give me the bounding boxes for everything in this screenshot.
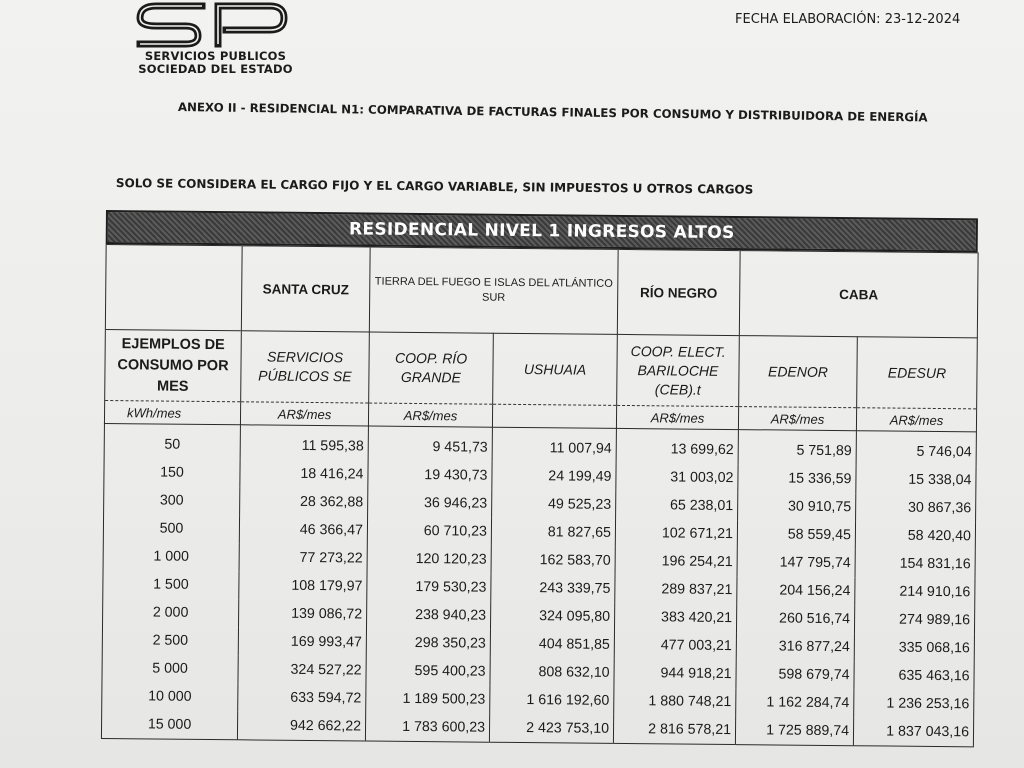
edenor-value: 15 336,59	[738, 464, 856, 493]
edenor-value: 58 559,45	[737, 520, 855, 549]
coop-rio-grande-value: 60 710,23	[367, 517, 491, 546]
charges-note: SOLO SE CONSIDERA EL CARGO FIJO Y EL CARGO VARIABLE, SIN IMPUESTOS U OTROS CARGOS	[115, 176, 754, 197]
ceb-value: 289 837,21	[615, 575, 737, 604]
coop-rio-grande-value: 9 451,73	[368, 426, 492, 462]
empty-header-cell	[105, 245, 242, 331]
ushuaia-value: 24 199,49	[492, 462, 616, 491]
coop-rio-grande-value: 1 189 500,23	[366, 685, 490, 714]
region-tierra-del-fuego: TIERRA DEL FUEGO E ISLAS DEL ATLÁNTICO SUR	[369, 247, 618, 334]
edenor-value: 1 162 284,74	[736, 688, 854, 717]
ceb-value: 102 671,21	[615, 519, 737, 548]
edesur-value: 5 746,04	[856, 431, 976, 467]
consumption-kwh: 50	[104, 423, 240, 459]
unit-servicios-publicos: AR$/mes	[240, 402, 368, 426]
edesur-value: 15 338,04	[856, 465, 976, 494]
ceb-value: 1 880 748,21	[614, 687, 736, 716]
elaboration-date: FECHA ELABORACIÓN: 23-12-2024	[735, 12, 961, 27]
ushuaia-value: 808 632,10	[490, 658, 614, 687]
servicios-publicos-value: 139 086,72	[239, 599, 367, 628]
servicios-publicos-value: 169 993,47	[238, 627, 366, 656]
edesur-value: 635 463,16	[854, 661, 974, 690]
edesur-value: 1 236 253,16	[854, 689, 974, 718]
consumption-kwh: 2 000	[103, 598, 239, 627]
ceb-value: 944 918,21	[614, 659, 736, 688]
table-banner: RESIDENCIAL NIVEL 1 INGRESOS ALTOS	[106, 210, 978, 252]
consumption-kwh: 15 000	[101, 710, 237, 740]
consumption-header: EJEMPLOS DE CONSUMO POR MES	[105, 329, 242, 401]
servicios-publicos-value: 108 179,97	[239, 571, 367, 600]
edenor-value: 1 725 889,74	[735, 716, 853, 746]
servicios-publicos-value: 18 416,24	[240, 459, 368, 488]
coop-rio-grande-value: 120 120,23	[367, 545, 491, 574]
edenor-value: 598 679,74	[736, 660, 854, 689]
consumption-kwh: 300	[104, 486, 240, 515]
logo-line-2: SOCIEDAD DEL ESTADO	[138, 62, 293, 76]
edesur-value: 154 831,16	[855, 549, 975, 578]
consumption-kwh: 150	[104, 458, 240, 487]
unit-edesur: AR$/mes	[856, 408, 976, 432]
edesur-value: 58 420,40	[855, 521, 975, 550]
servicios-publicos-value: 46 366,47	[239, 515, 367, 544]
coop-rio-grande-value: 179 530,23	[367, 573, 491, 602]
unit-ceb: AR$/mes	[616, 405, 738, 429]
consumption-kwh: 1 500	[103, 570, 239, 599]
annex-title: ANEXO II - RESIDENCIAL N1: COMPARATIVA DE FACTURAS FINALES POR CONSUMO Y DISTRIBUIDORA DE ENERGÍA	[177, 100, 928, 125]
sp-logo	[128, 0, 298, 80]
ushuaia-value: 404 851,85	[490, 630, 614, 659]
coop-rio-grande-value: 36 946,23	[368, 489, 492, 518]
servicios-publicos-value: 11 595,38	[240, 425, 368, 461]
edenor-value: 260 516,74	[736, 604, 854, 633]
edesur-value: 214 910,16	[855, 577, 975, 606]
edenor-value: 316 877,24	[736, 632, 854, 661]
consumption-kwh: 5 000	[102, 654, 238, 683]
coop-rio-grande-value: 1 783 600,23	[365, 713, 489, 743]
edenor-value: 147 795,74	[737, 548, 855, 577]
region-rio-negro: RÍO NEGRO	[617, 249, 740, 335]
logo-caption	[128, 50, 303, 76]
servicios-publicos-value: 942 662,22	[237, 711, 365, 741]
dist-ushuaia: USHUAIA	[493, 333, 618, 405]
unit-kwh: kWh/mes	[104, 400, 240, 424]
dist-edesur: EDESUR	[857, 337, 978, 409]
sp-logo-mark	[134, 0, 294, 48]
edesur-value: 30 867,36	[856, 493, 976, 522]
ceb-value: 65 238,01	[616, 491, 738, 520]
unit-coop-rio-grande: AR$/mes	[368, 403, 492, 427]
coop-rio-grande-value: 298 350,23	[366, 629, 490, 658]
ceb-value: 2 816 578,21	[613, 715, 735, 745]
edenor-value: 30 910,75	[738, 492, 856, 521]
unit-edenor: AR$/mes	[738, 407, 856, 431]
ushuaia-value: 162 583,70	[491, 546, 615, 575]
ceb-value: 13 699,62	[616, 428, 738, 464]
ceb-value: 383 420,21	[614, 603, 736, 632]
comparison-table	[101, 210, 980, 758]
ushuaia-value: 11 007,94	[492, 427, 616, 463]
servicios-publicos-value: 77 273,22	[239, 543, 367, 572]
servicios-publicos-value: 28 362,88	[240, 487, 368, 516]
ceb-value: 477 003,21	[614, 631, 736, 660]
edenor-value: 5 751,89	[738, 430, 856, 466]
coop-rio-grande-value: 595 400,23	[366, 657, 490, 686]
coop-rio-grande-value: 19 430,73	[368, 461, 492, 490]
consumption-kwh: 10 000	[102, 682, 238, 711]
dist-ceb: COOP. ELECT. BARILOCHE (CEB).t	[617, 334, 740, 406]
consumption-kwh: 500	[103, 514, 239, 543]
edenor-value: 204 156,24	[737, 576, 855, 605]
ushuaia-value: 1 616 192,60	[490, 686, 614, 715]
region-santa-cruz: SANTA CRUZ	[241, 246, 370, 332]
ushuaia-value: 2 423 753,10	[489, 714, 613, 744]
coop-rio-grande-value: 238 940,23	[366, 601, 490, 630]
consumption-kwh: 2 500	[102, 626, 238, 655]
ushuaia-value: 243 339,75	[491, 574, 615, 603]
servicios-publicos-value: 324 527,22	[238, 655, 366, 684]
edesur-value: 1 837 043,16	[853, 717, 973, 747]
table-body	[101, 423, 976, 746]
unit-ushuaia	[492, 404, 616, 428]
edesur-value: 335 068,16	[854, 633, 974, 662]
ushuaia-value: 324 095,80	[490, 602, 614, 631]
ushuaia-value: 49 525,23	[492, 490, 616, 519]
edesur-value: 274 989,16	[854, 605, 974, 634]
ushuaia-value: 81 827,65	[491, 518, 615, 547]
logo-line-1: SERVICIOS PUBLICOS	[144, 49, 287, 63]
dist-edenor: EDENOR	[739, 336, 858, 408]
ceb-value: 196 254,21	[615, 547, 737, 576]
tariff-table	[101, 244, 979, 747]
dist-coop-rio-grande: COOP. RÍO GRANDE	[369, 332, 494, 404]
consumption-kwh: 1 000	[103, 542, 239, 571]
region-header-row	[105, 245, 978, 338]
dist-servicios-publicos: SERVICIOS PÚBLICOS SE	[241, 331, 370, 403]
ceb-value: 31 003,02	[616, 463, 738, 492]
region-caba: CABA	[739, 251, 978, 338]
distributor-header-row	[105, 329, 978, 408]
servicios-publicos-value: 633 594,72	[238, 683, 366, 712]
